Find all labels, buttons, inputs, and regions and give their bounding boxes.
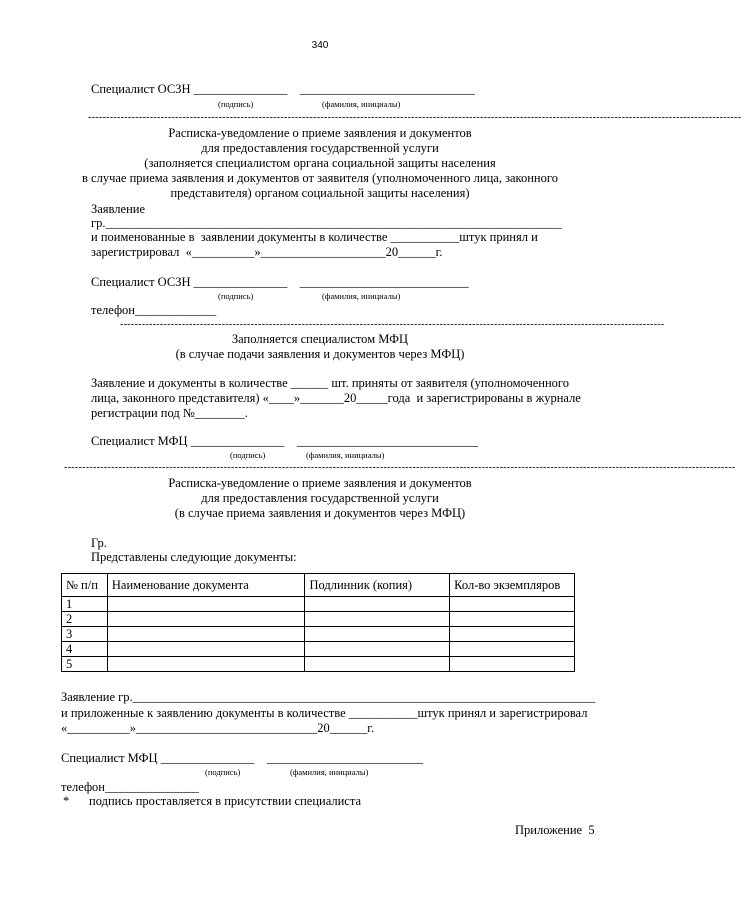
table-cell <box>107 642 305 657</box>
table-cell <box>107 597 305 612</box>
name-caption: (фамилия, инициалы) <box>306 450 385 460</box>
mfc-specialist-line: Специалист МФЦ _______________ _________________________ <box>61 751 424 765</box>
signature-caption: (подпись) <box>218 291 254 301</box>
page-number: 340 <box>311 40 329 51</box>
date-line: «__________»_____________________________20______г. <box>61 721 375 735</box>
table-cell <box>450 612 575 627</box>
receipt2-title-line: для предоставления государственной услуги <box>201 491 439 505</box>
table-cell <box>305 627 450 642</box>
table-cell <box>305 612 450 627</box>
table-header-row <box>62 574 575 597</box>
documents-line: и поименованные в заявлении документы в количестве ___________штук принял и <box>91 230 538 244</box>
name-caption: (фамилия, инициалы) <box>322 291 401 301</box>
citizen-label: Гр. <box>91 536 107 550</box>
receipt1-title-line: в случае приема заявления и документов от заявителя (уполномоченного лица, законного <box>82 171 558 185</box>
receipt1-title-line: представителя) органом социальной защиты населения) <box>170 186 470 200</box>
receipt1-title-line: для предоставления государственной услуги <box>201 141 439 155</box>
mfc-specialist-line: Специалист МФЦ _______________ _____________________________ <box>91 434 479 448</box>
submitted-label: Представлены следующие документы: <box>91 550 297 564</box>
table-cell <box>107 627 305 642</box>
name-caption: (фамилия, инициалы) <box>290 767 369 777</box>
footnote-mark: * <box>63 794 70 808</box>
citizen-line: гр._________________________________________________________________________ <box>91 216 562 230</box>
receipt1-title-line: (заполняется специалистом органа социальной защиты населения <box>144 156 496 170</box>
separator-line: ------------------------------------------------------------------------------------------------------------------------------------------------------------------------------------ <box>88 112 741 123</box>
table-header: № п/п <box>62 574 108 597</box>
table-cell <box>305 657 450 672</box>
signature-caption: (подпись) <box>230 450 266 460</box>
table-cell: 2 <box>62 612 108 627</box>
table-header: Подлинник (копия) <box>305 574 450 597</box>
table-row <box>62 642 575 657</box>
receipt1-title-line: Расписка-уведомление о приеме заявления и документов <box>168 126 472 140</box>
name-caption: (фамилия, инициалы) <box>322 99 401 109</box>
table-cell <box>107 657 305 672</box>
phone-line: телефон_______________ <box>61 780 199 794</box>
table-cell: 3 <box>62 627 108 642</box>
separator-line: ------------------------------------------------------------------------------------------------------------------------------------------------------ <box>120 319 665 330</box>
footnote-text: подпись проставляется в присутствии специалиста <box>89 794 361 808</box>
table-row <box>62 612 575 627</box>
receipt2-title-line: Расписка-уведомление о приеме заявления и документов <box>168 476 472 490</box>
table-header: Кол-во экземпляров <box>450 574 575 597</box>
table-cell <box>450 627 575 642</box>
table-cell <box>450 597 575 612</box>
osz-specialist-line: Специалист ОСЗН _______________ ___________________________ <box>91 275 469 289</box>
appendix-label: Приложение 5 <box>515 823 595 837</box>
table-cell: 1 <box>62 597 108 612</box>
table-cell <box>305 642 450 657</box>
table-cell <box>305 597 450 612</box>
signature-caption: (подпись) <box>205 767 241 777</box>
table-cell: 5 <box>62 657 108 672</box>
mfc-body-line: Заявление и документы в количестве ______ шт. приняты от заявителя (уполномоченного <box>91 376 570 390</box>
table-cell <box>450 657 575 672</box>
receipt2-title-line: (в случае приема заявления и документов через МФЦ) <box>174 506 466 520</box>
table-row <box>62 597 575 612</box>
mfc-body-line: регистрации под №________. <box>91 406 248 420</box>
osz-specialist-line: Специалист ОСЗН _______________ ____________________________ <box>91 82 475 96</box>
documents-table <box>61 573 575 672</box>
separator-line: ----------------------------------------------------------------------------------------------------------------------------------------------------------------------------------------- <box>64 462 736 473</box>
signature-caption: (подпись) <box>218 99 254 109</box>
phone-line: телефон_____________ <box>91 303 217 317</box>
registered-line: зарегистрировал «__________»____________________20______г. <box>91 245 443 259</box>
table-cell <box>107 612 305 627</box>
table-header: Наименование документа <box>107 574 305 597</box>
mfc-body-line: лица, законного представителя) «____»_______20_____года и зарегистрированы в журнале <box>91 391 581 405</box>
documents-line: и приложенные к заявлению документы в количестве ___________штук принял и зарегистрировал <box>61 706 588 720</box>
application-label: Заявление <box>91 202 146 216</box>
table-cell: 4 <box>62 642 108 657</box>
table-row <box>62 627 575 642</box>
table-cell <box>450 642 575 657</box>
table-row <box>62 657 575 672</box>
mfc-title-line: (в случае подачи заявления и документов через МФЦ) <box>175 347 465 361</box>
application-line: Заявление гр.__________________________________________________________________________ <box>61 690 596 704</box>
mfc-title-line: Заполняется специалистом МФЦ <box>231 332 409 346</box>
